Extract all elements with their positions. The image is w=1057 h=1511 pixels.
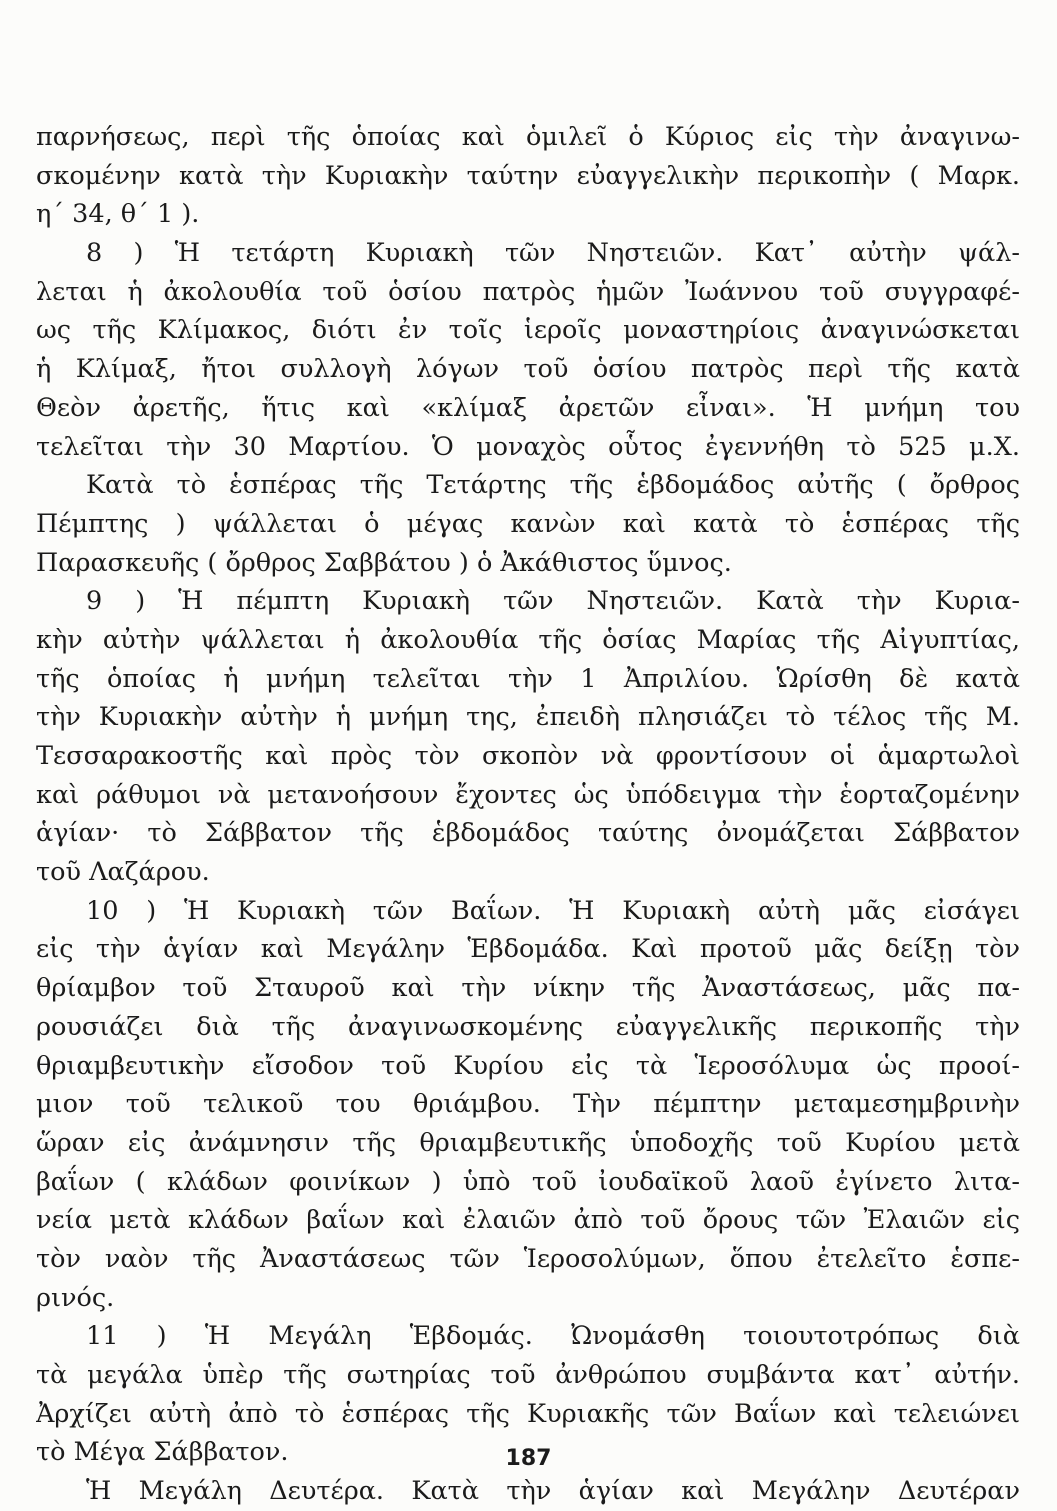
text-line: η΄ 34, θ΄ 1 ).: [36, 199, 200, 230]
text-line: λεται ἡ ἀκολουθία τοῦ ὁσίου πατρὸς ἡμῶν Ἰωάννου τοῦ συγγραφέ-: [36, 276, 1020, 307]
text-line: τῆς ὁποίας ἡ μνήμη τελεῖται τὴν 1 Ἀπριλίου. Ὡρίσθη δὲ κατὰ: [36, 663, 1020, 694]
body-text: [36, 118, 1020, 1511]
text-line: Παρασκευῆς ( ὄρθρος Σαββάτου ) ὁ Ἀκάθιστος ὕμνος.: [36, 547, 732, 578]
text-line: Ἡ Μεγάλη Δευτέρα. Κατὰ τὴν ἁγίαν καὶ Μεγάλην Δευτέραν: [86, 1476, 1020, 1507]
text-line: Πέμπτης ) ψάλλεται ὁ μέγας κανὼν καὶ κατὰ τὸ ἑσπέρας τῆς: [36, 508, 1020, 539]
text-line: 10 ) Ἡ Κυριακὴ τῶν Βαΐων. Ἡ Κυριακὴ αὐτὴ μᾶς εἰσάγει: [86, 895, 1020, 926]
text-line: βαΐων ( κλάδων φοινίκων ) ὑπὸ τοῦ ἰουδαϊκοῦ λαοῦ ἐγίνετο λιτα-: [36, 1166, 1020, 1197]
text-line: κὴν αὐτὴν ψάλλεται ἡ ἀκολουθία τῆς ὁσίας Μαρίας τῆς Αἰγυπτίας,: [36, 624, 1020, 655]
text-line: εἰς τὴν ἁγίαν καὶ Μεγάλην Ἑβδομάδα. Καὶ προτοῦ μᾶς δείξῃ τὸν: [36, 934, 1020, 965]
text-line: 9 ) Ἡ πέμπτη Κυριακὴ τῶν Νηστειῶν. Κατὰ τὴν Κυρια-: [86, 586, 1020, 617]
text-line: θριαμβευτικὴν εἴσοδον τοῦ Κυρίου εἰς τὰ Ἱεροσόλυμα ὡς προοί-: [36, 1050, 1020, 1081]
text-line: Τεσσαρακοστῆς καὶ πρὸς τὸν σκοπὸν νὰ φροντίσουν οἱ ἁμαρτωλοὶ: [36, 741, 1020, 771]
text-line: τὸν ναὸν τῆς Ἀναστάσεως τῶν Ἱεροσολύμων, ὅπου ἐτελεῖτο ἑσπε-: [36, 1243, 1020, 1274]
text-line: παρνήσεως, περὶ τῆς ὁποίας καὶ ὁμιλεῖ ὁ Κύριος εἰς τὴν ἀναγινω-: [36, 122, 1020, 152]
text-line: μιον τοῦ τελικοῦ του θριάμβου. Τὴν πέμπτην μεταμεσημβρινὴν: [36, 1089, 1020, 1120]
text-line: ὥραν εἰς ἀνάμνησιν τῆς θριαμβευτικῆς ὑποδοχῆς τοῦ Κυρίου μετὰ: [36, 1127, 1020, 1158]
text-line: 11 ) Ἡ Μεγάλη Ἑβδομάς. Ὠνομάσθη τοιουτοτρόπως διὰ: [86, 1321, 1020, 1352]
text-line: ως τῆς Κλίμακος, διότι ἐν τοῖς ἱεροῖς μοναστηρίοις ἀναγινώσκεται: [36, 315, 1020, 346]
text-line: Κατὰ τὸ ἑσπέρας τῆς Τετάρτης τῆς ἑβδομάδος αὐτῆς ( ὄρθρος: [86, 470, 1020, 501]
page-number: 187: [505, 1446, 552, 1471]
text-line: τελεῖται τὴν 30 Μαρτίου. Ὁ μοναχὸς οὗτος ἐγεννήθη τὸ 525 μ.Χ.: [36, 431, 1020, 462]
text-line: ρινός.: [36, 1282, 115, 1313]
text-line: τὰ μεγάλα ὑπὲρ τῆς σωτηρίας τοῦ ἀνθρώπου συμβάντα κατ᾽ αὐτήν.: [36, 1360, 1020, 1390]
text-line: σκομένην κατὰ τὴν Κυριακὴν ταύτην εὐαγγελικὴν περικοπὴν ( Μαρκ.: [36, 160, 1020, 191]
text-line: ἁγίαν· τὸ Σάββατον τῆς ἑβδομάδος ταύτης ὀνομάζεται Σάββατον: [36, 818, 1020, 849]
text-line: τοῦ Λαζάρου.: [36, 857, 210, 888]
text-line: καὶ ράθυμοι νὰ μετανοήσουν ἔχοντες ὡς ὑπόδειγμα τὴν ἑορταζομένην: [36, 779, 1020, 810]
text-line: νεία μετὰ κλάδων βαΐων καὶ ἐλαιῶν ἀπὸ τοῦ ὄρους τῶν Ἐλαιῶν εἰς: [36, 1205, 1020, 1236]
text-line: ἡ Κλίμαξ, ἤτοι συλλογὴ λόγων τοῦ ὁσίου πατρὸς περὶ τῆς κατὰ: [36, 354, 1020, 385]
text-line: θρίαμβον τοῦ Σταυροῦ καὶ τὴν νίκην τῆς Ἀναστάσεως, μᾶς πα-: [36, 973, 1020, 1004]
text-line: Ἀρχίζει αὐτὴ ἀπὸ τὸ ἑσπέρας τῆς Κυριακῆς τῶν Βαΐων καὶ τελειώνει: [36, 1398, 1020, 1429]
text-line: Θεὸν ἀρετῆς, ἥτις καὶ «κλίμαξ ἀρετῶν εἶναι». Ἡ μνήμη του: [36, 392, 1020, 423]
text-line: 8 ) Ἡ τετάρτη Κυριακὴ τῶν Νηστειῶν. Κατ᾽ αὐτὴν ψάλ-: [86, 238, 1020, 269]
text-line: τὴν Κυριακὴν αὐτὴν ἡ μνήμη της, ἐπειδὴ πλησιάζει τὸ τέλος τῆς Μ.: [36, 702, 1020, 733]
text-line: ρουσιάζει διὰ τῆς ἀναγινωσκομένης εὐαγγελικῆς περικοπῆς τὴν: [36, 1011, 1020, 1042]
text-line: τὸ Μέγα Σάββατον.: [36, 1437, 289, 1468]
